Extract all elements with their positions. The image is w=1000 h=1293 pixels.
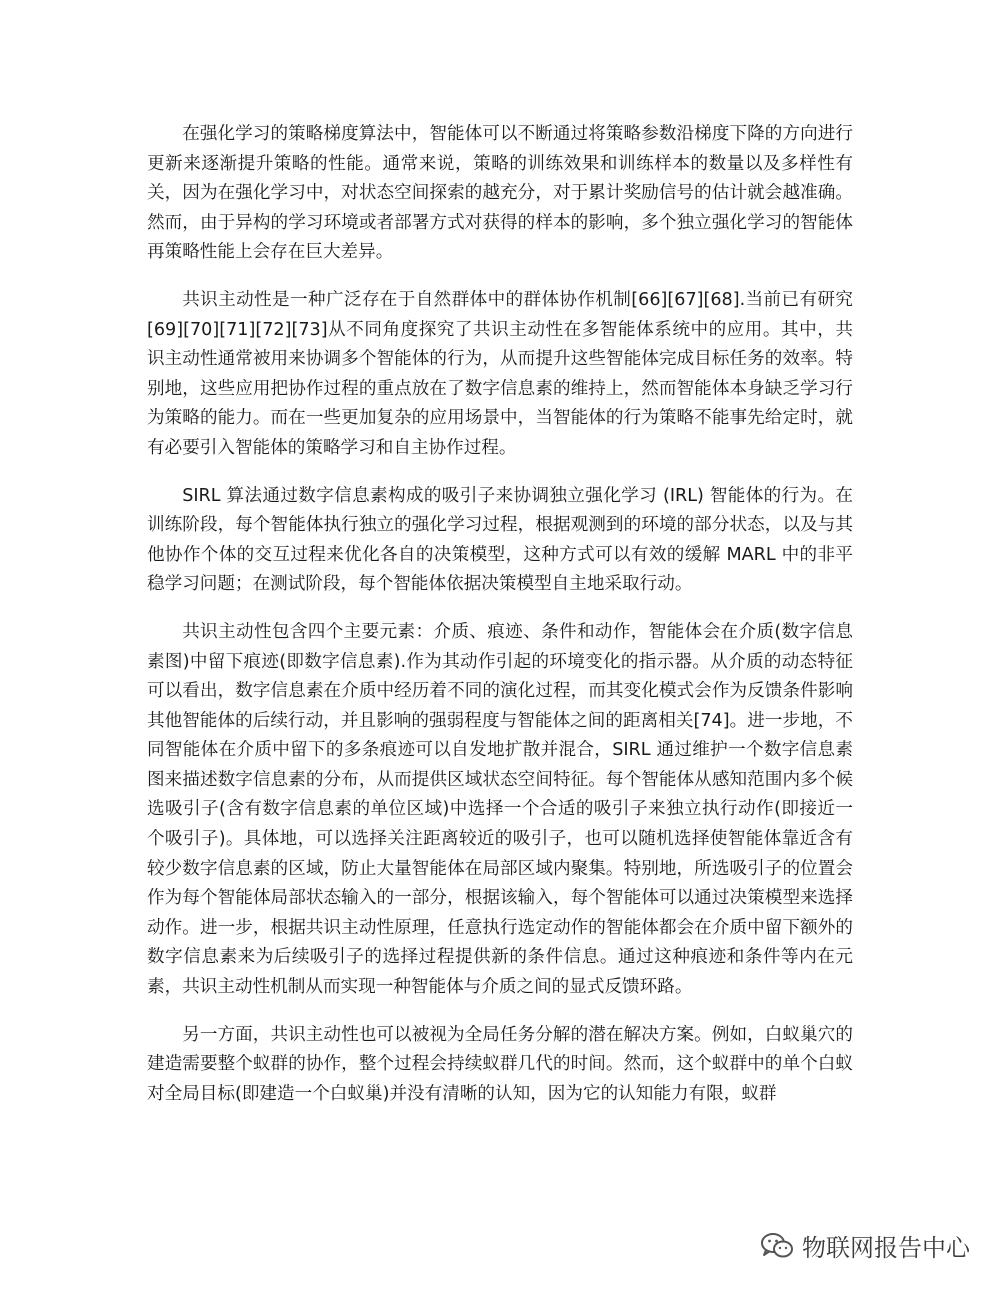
document-body [147,120,853,1127]
wechat-icon [760,1232,794,1260]
watermark [760,1228,970,1263]
paragraph-4: 共识主动性包含四个主要元素：介质、痕迹、条件和动作，智能体会在介质(数字信息素图)中留下痕迹(即数字信息素).作为其动作引起的环境变化的指示器。从介质的动态特征可以看出，数字信息素在介质中经历着不同的演化过程，而其变化模式会作为反馈条件影响其他智能体的后续行动，并且影响的强弱程度与智能体之间的距离相关[74]。进一步地，不同智能体在介质中留下的多条痕迹可以自发地扩散并混合，SIRL 通过维护一个数字信息素图来描述数字信息素的分布，从而提供区域状态空间特征。每个智能体从感知范围内多个候选吸引子(含有数字信息素的单位区域)中选择一个合适的吸引子来独立执行动作(即接近一个吸引子)。具体地，可以选择关注距离较近的吸引子，也可以随机选择使智能体靠近含有较少数字信息素的区域，防止大量智能体在局部区域内聚集。特别地，所选吸引子的位置会作为每个智能体局部状态输入的一部分，根据该输入，每个智能体可以通过决策模型来选择动作。进一步，根据共识主动性原理，任意执行选定动作的智能体都会在介质中留下额外的数字信息素来为后续吸引子的选择过程提供新的条件信息。通过这种痕迹和条件等内在元素，共识主动性机制从而实现一种智能体与介质之间的显式反馈环路。 [147,621,853,998]
watermark-text: 物联网报告中心 [802,1234,970,1262]
paragraph-3: SIRL 算法通过数字信息素构成的吸引子来协调独立强化学习 (IRL) 智能体的行为。在训练阶段，每个智能体执行独立的强化学习过程，根据观测到的环境的部分状态，以及与其他协作个体的交互过程来优化各自的决策模型，这种方式可以有效的缓解 MARL 中的非平稳学习问题；在测试阶段，每个智能体依据决策模型自主地采取行动。 [147,485,853,595]
paragraph-5: 另一方面，共识主动性也可以被视为全局任务分解的潜在解决方案。例如，白蚁巢穴的建造需要整个蚁群的协作，整个过程会持续蚁群几代的时间。然而，这个蚁群中的单个白蚁对全局目标(即建造一个白蚁巢)并没有清晰的认知，因为它的认知能力有限，蚁群 [147,1024,853,1104]
paragraph-2: 共识主动性是一种广泛存在于自然群体中的群体协作机制[66][67][68].当前已有研究[69][70][71][72][73]从不同角度探究了共识主动性在多智能体系统中的应用。其中，共识主动性通常被用来协调多个智能体的行为，从而提升这些智能体完成目标任务的效率。特别地，这些应用把协作过程的重点放在了数字信息素的维持上，然而智能体本身缺乏学习行为策略的能力。而在一些更加复杂的应用场景中，当智能体的行为策略不能事先给定时，就有必要引入智能体的策略学习和自主协作过程。 [147,289,853,458]
paragraph-1: 在强化学习的策略梯度算法中，智能体可以不断通过将策略参数沿梯度下降的方向进行更新来逐渐提升策略的性能。通常来说，策略的训练效果和训练样本的数量以及多样性有关，因为在强化学习中，对状态空间探索的越充分，对于累计奖励信号的估计就会越准确。然而，由于异构的学习环境或者部署方式对获得的样本的影响，多个独立强化学习的智能体再策略性能上会存在巨大差异。 [147,124,853,263]
